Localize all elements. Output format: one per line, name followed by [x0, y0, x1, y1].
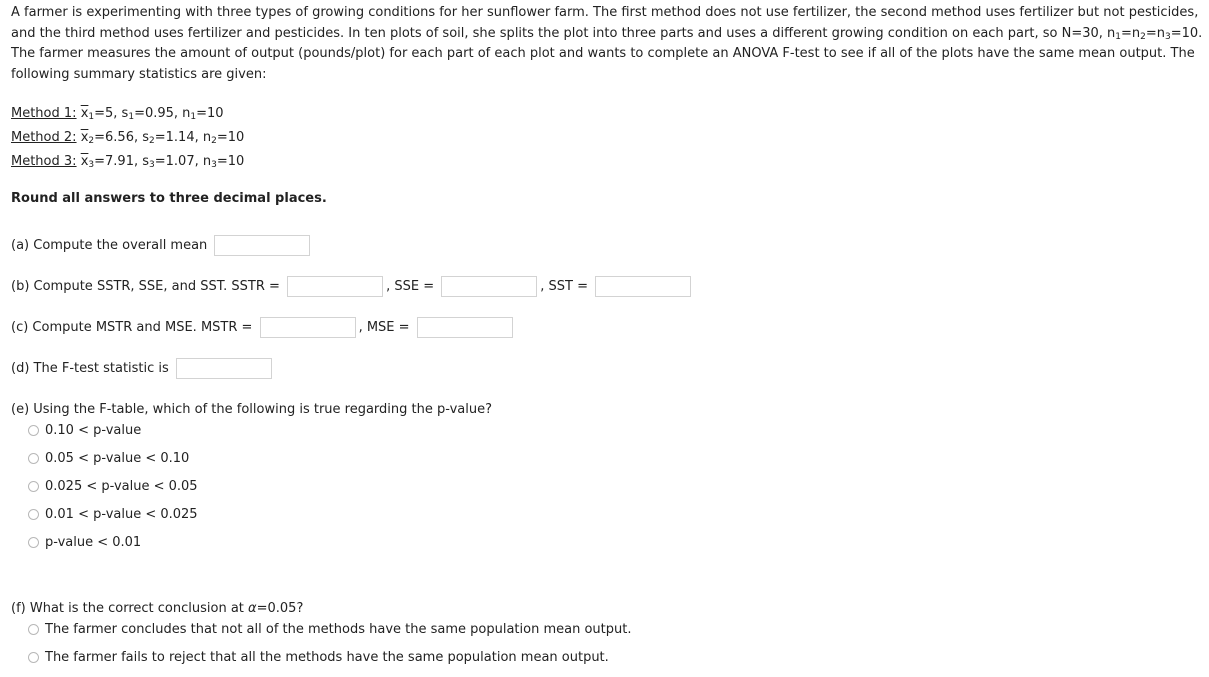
question-d [11, 358, 275, 380]
option-label: 0.025 < p-value < 0.05 [45, 479, 198, 494]
p-value-options [28, 422, 198, 562]
conclusion-options [28, 621, 631, 677]
sst-label: , SST = [540, 279, 588, 294]
p-value-option[interactable] [28, 506, 198, 534]
f-statistic-input[interactable] [176, 358, 272, 379]
option-label: The farmer fails to reject that all the methods have the same population mean output. [45, 650, 609, 665]
summary-statistics [11, 104, 1209, 176]
option-label: 0.10 < p-value [45, 423, 142, 438]
xbar-symbol: $\overline{x}$ [80, 154, 89, 169]
mse-input[interactable] [417, 317, 513, 338]
subscript: 1 [88, 112, 95, 122]
radio-icon[interactable] [28, 652, 39, 663]
sse-input[interactable] [441, 276, 537, 297]
question-e [11, 399, 492, 421]
question-a [11, 235, 313, 257]
subscript: 1 [190, 112, 197, 122]
conclusion-option[interactable] [28, 621, 631, 649]
subscript: 3 [149, 160, 155, 170]
alpha-symbol: α [248, 601, 257, 616]
problem-statement [11, 3, 1206, 85]
method-2-label: Method 2: [11, 130, 77, 145]
radio-icon[interactable] [28, 453, 39, 464]
mean-value: =5, s [94, 106, 129, 121]
method-2-stats [11, 128, 1209, 152]
question-b [11, 276, 694, 298]
intro-text: A farmer is experimenting with three types of growing conditions for her sunflower farm. The first method does not use fertilizer, the second method uses fertilizer but not pesticides, and the third method uses fertilizer and pesticides. In ten plots of soil, she splits the plot into three parts and uses a different growing condition on each part, so N=30, n [11, 5, 1199, 41]
option-label: p-value < 0.01 [45, 535, 142, 550]
mse-label: , MSE = [358, 320, 410, 335]
subscript: 3 [211, 160, 217, 170]
radio-icon[interactable] [28, 481, 39, 492]
method-3-stats [11, 152, 1209, 176]
intro-text-2: =n [1121, 25, 1141, 41]
rounding-instruction: Round all answers to three decimal places. [11, 191, 327, 206]
method-3-label: Method 3: [11, 154, 77, 169]
mean-value: =6.56, s [94, 130, 150, 145]
p-value-option[interactable] [28, 450, 198, 478]
p-value-option[interactable] [28, 478, 198, 506]
option-label: 0.05 < p-value < 0.10 [45, 451, 190, 466]
question-page [0, 0, 1209, 209]
subscript: 1 [128, 112, 135, 122]
question-f [11, 598, 303, 620]
question-c [11, 317, 516, 339]
sstr-input[interactable] [287, 276, 383, 297]
option-label: 0.01 < p-value < 0.025 [45, 507, 198, 522]
sd-value: =1.14, n [154, 130, 212, 145]
radio-icon[interactable] [28, 509, 39, 520]
sse-label: , SSE = [386, 279, 435, 294]
method-1-label: Method 1: [11, 106, 77, 121]
question-c-text: (c) Compute MSTR and MSE. MSTR = [11, 320, 253, 335]
mstr-input[interactable] [260, 317, 356, 338]
sub-3: 3 [1165, 31, 1171, 42]
radio-icon[interactable] [28, 425, 39, 436]
method-1-stats [11, 104, 1209, 128]
p-value-option[interactable] [28, 422, 198, 450]
question-d-text: (d) The F-test statistic is [11, 361, 169, 376]
question-e-text: (e) Using the F-table, which of the following is true regarding the p-value? [11, 402, 493, 417]
p-value-option[interactable] [28, 534, 198, 562]
n-value: =10 [196, 106, 224, 121]
overall-mean-input[interactable] [214, 235, 310, 256]
radio-icon[interactable] [28, 537, 39, 548]
sub-1: 1 [1115, 31, 1121, 42]
sd-value: =1.07, n [154, 154, 212, 169]
subscript: 2 [211, 136, 217, 146]
sd-value: =0.95, n [134, 106, 191, 121]
mean-value: =7.91, s [94, 154, 150, 169]
subscript: 2 [88, 136, 95, 146]
question-a-text: (a) Compute the overall mean [11, 238, 208, 253]
question-f-text-end: =0.05? [256, 601, 304, 616]
question-f-text: (f) What is the correct conclusion at [11, 601, 249, 616]
option-label: The farmer concludes that not all of the methods have the same population mean output. [45, 622, 632, 637]
sub-2: 2 [1140, 31, 1146, 42]
xbar-symbol: $\overline{x}$ [80, 106, 89, 121]
question-b-text: (b) Compute SSTR, SSE, and SST. SSTR = [11, 279, 280, 294]
radio-icon[interactable] [28, 624, 39, 635]
subscript: 2 [149, 136, 155, 146]
n-value: =10 [216, 130, 245, 145]
subscript: 3 [88, 160, 95, 170]
sst-input[interactable] [595, 276, 691, 297]
intro-text-3: =n [1145, 25, 1166, 41]
n-value: =10 [216, 154, 245, 169]
intro-text-4: =10. The farmer measures the amount of output (pounds/plot) for each part of each plot and wants to complete an ANOVA F-test to see if all of the plots have the same mean output. The following summary statistics are given: [11, 25, 1203, 82]
xbar-symbol: $\overline{x}$ [80, 130, 89, 145]
